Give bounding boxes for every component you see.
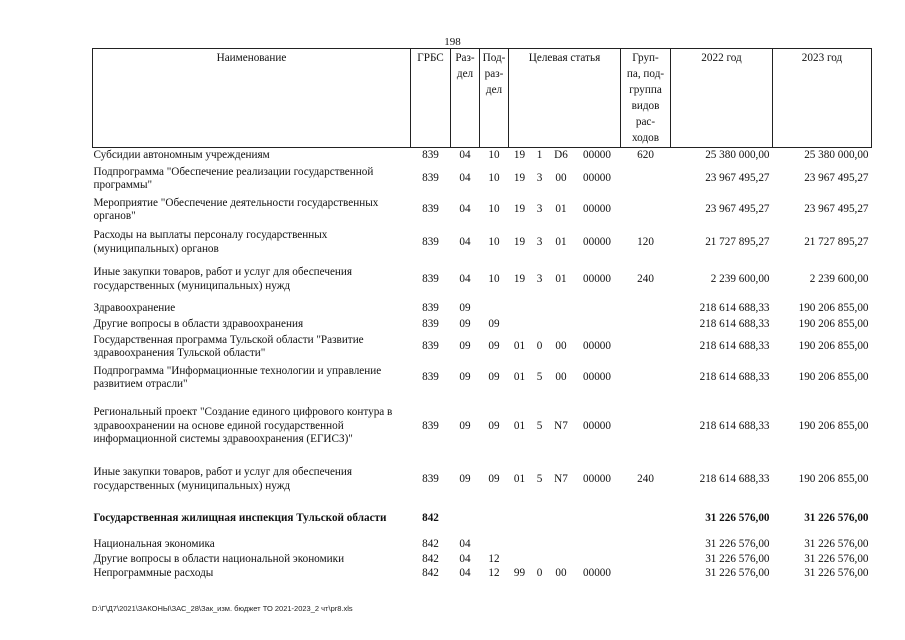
cell-target-program: 19 <box>513 203 526 216</box>
cell-name: Национальная экономика <box>93 538 215 551</box>
cell-2022: 25 380 000,00 <box>705 149 770 162</box>
cell-expense-group <box>621 300 671 318</box>
cell-name: Мероприятие "Обеспечение деятельности государственных органов" <box>93 196 379 222</box>
cell-razdel: 04 <box>459 235 471 248</box>
cell-name: Другие вопросы в области здравоохранения <box>93 317 304 330</box>
table-row <box>93 300 872 318</box>
cell-target-program: 01 <box>513 371 526 384</box>
cell-razdel: 04 <box>459 203 471 216</box>
cell-2023: 190 206 855,00 <box>798 340 869 353</box>
cell-2022: 23 967 495,27 <box>705 172 770 185</box>
cell-razdel: 04 <box>459 272 471 285</box>
cell-2022: 31 226 576,00 <box>705 538 770 551</box>
cell-name: Государственная программа Тульской области "Развитие здравоохранения Тульской области" <box>93 333 364 359</box>
table-row <box>93 148 872 164</box>
table-row <box>93 226 872 260</box>
cell-grbs: 839 <box>422 235 439 248</box>
cell-grbs: 839 <box>422 340 439 353</box>
cell-expense-group <box>621 500 671 538</box>
cell-podrazdel: 09 <box>488 472 500 485</box>
cell-name: Расходы на выплаты персоналу государственных (муниципальных) органов <box>93 229 328 255</box>
cell-target-event <box>549 500 574 538</box>
cell-podrazdel: 10 <box>488 149 500 162</box>
cell-razdel: 04 <box>459 172 471 185</box>
cell-razdel: 09 <box>459 317 471 330</box>
cell-razdel: 04 <box>459 149 471 162</box>
cell-grbs: 839 <box>422 272 439 285</box>
cell-podrazdel: 09 <box>488 371 500 384</box>
cell-name: Субсидии автономным учреждениям <box>93 149 270 162</box>
cell-target-direction: 00000 <box>583 472 611 485</box>
cell-target-program: 19 <box>513 149 526 162</box>
cell-podrazdel: 09 <box>488 317 500 330</box>
cell-target-event <box>549 553 574 567</box>
cell-target-event: 00 <box>555 566 567 579</box>
cell-target-program <box>509 553 531 567</box>
cell-target-event: 01 <box>555 235 567 248</box>
cell-target-event: 00 <box>555 371 567 384</box>
cell-razdel: 04 <box>459 552 471 565</box>
cell-expense-group <box>621 164 671 195</box>
table-row <box>93 460 872 500</box>
cell-2022: 218 614 688,33 <box>699 371 770 384</box>
cell-target-program: 19 <box>513 272 526 285</box>
cell-podrazdel: 10 <box>488 203 500 216</box>
cell-target-event: D6 <box>554 149 568 162</box>
cell-target-direction <box>574 553 621 567</box>
table-row <box>93 538 872 553</box>
cell-target-direction: 00000 <box>583 371 611 384</box>
cell-2023: 31 226 576,00 <box>804 538 869 551</box>
cell-2022: 31 226 576,00 <box>705 566 770 579</box>
cell-expense-group <box>621 195 671 226</box>
cell-2022: 2 239 600,00 <box>710 272 770 285</box>
cell-podrazdel: 12 <box>488 552 500 565</box>
cell-target-program <box>509 538 531 553</box>
cell-2022: 21 727 895,27 <box>705 235 770 248</box>
cell-2023: 190 206 855,00 <box>798 301 869 314</box>
cell-target-program: 01 <box>513 419 526 432</box>
cell-name: Региональный проект "Создание единого цифрового контура в здравоохранении на основе единой государственной информационной системы здравоохранения (ЕГИСЗ)" <box>93 406 393 446</box>
cell-target-subprogram: 0 <box>536 340 543 353</box>
cell-2023: 190 206 855,00 <box>798 419 869 432</box>
cell-name: Иные закупки товаров, работ и услуг для обеспечения государственных (муниципальных) нужд <box>93 466 353 492</box>
cell-2022: 218 614 688,33 <box>699 340 770 353</box>
cell-target-event: 00 <box>555 340 567 353</box>
cell-target-direction: 00000 <box>583 419 611 432</box>
cell-target-program <box>509 500 531 538</box>
file-path-footer: D:\Г\Д7\2021\ЗАКОНЫ\ЗАС_28\Зак_изм. бюджет ТО 2021-2023_2 чт\pr8.xls <box>92 604 353 613</box>
cell-2023: 23 967 495,27 <box>804 172 869 185</box>
cell-target-direction: 00000 <box>583 235 611 248</box>
cell-target-event: 01 <box>555 203 567 216</box>
table-row <box>93 500 872 538</box>
cell-podrazdel: 12 <box>488 566 500 579</box>
cell-grbs: 839 <box>422 172 439 185</box>
cell-name: Непрограммные расходы <box>93 566 214 579</box>
cell-target-program: 99 <box>513 566 526 579</box>
cell-target-event: N7 <box>554 472 568 485</box>
cell-expense-group: 240 <box>637 272 654 285</box>
cell-podrazdel <box>480 500 509 538</box>
header-group: Груп- па, под- группа видов рас- ходов <box>621 49 671 148</box>
table-row <box>93 553 872 567</box>
cell-target-direction: 00000 <box>583 149 611 162</box>
cell-razdel: 09 <box>459 472 471 485</box>
table-row <box>93 195 872 226</box>
budget-table <box>92 48 872 581</box>
cell-target-direction <box>574 300 621 318</box>
cell-name: Подпрограмма "Информационные технологии и управление развитием отрасли" <box>93 364 382 390</box>
cell-target-direction: 00000 <box>583 172 611 185</box>
cell-target-subprogram <box>531 538 549 553</box>
header-razdel: Раз- дел <box>451 49 480 148</box>
cell-name: Подпрограмма "Обеспечение реализации государственной программы" <box>93 165 374 191</box>
cell-expense-group: 620 <box>637 149 654 162</box>
cell-expense-group: 120 <box>637 235 654 248</box>
table-row <box>93 260 872 300</box>
cell-expense-group <box>621 553 671 567</box>
cell-2022: 218 614 688,33 <box>699 419 770 432</box>
cell-name: Другие вопросы в области национальной экономики <box>93 552 345 565</box>
cell-grbs: 839 <box>422 472 439 485</box>
cell-grbs: 839 <box>422 317 439 330</box>
cell-grbs: 842 <box>422 511 439 524</box>
cell-target-direction <box>574 318 621 332</box>
cell-2023: 31 226 576,00 <box>804 511 869 524</box>
page-number: 198 <box>444 36 461 48</box>
cell-target-program: 19 <box>513 235 526 248</box>
cell-expense-group <box>621 394 671 460</box>
cell-2023: 31 226 576,00 <box>804 566 869 579</box>
cell-2023: 2 239 600,00 <box>809 272 869 285</box>
cell-razdel: 09 <box>459 371 471 384</box>
cell-podrazdel: 10 <box>488 272 500 285</box>
cell-target-direction: 00000 <box>583 340 611 353</box>
cell-2022: 23 967 495,27 <box>705 203 770 216</box>
cell-target-program: 01 <box>513 472 526 485</box>
cell-target-subprogram <box>531 553 549 567</box>
cell-2023: 25 380 000,00 <box>804 149 869 162</box>
cell-target-program: 19 <box>513 172 526 185</box>
cell-2023: 21 727 895,27 <box>804 235 869 248</box>
cell-target-event: N7 <box>554 419 568 432</box>
cell-2023: 31 226 576,00 <box>804 552 869 565</box>
cell-grbs: 839 <box>422 419 439 432</box>
cell-target-program <box>509 318 531 332</box>
cell-2023: 190 206 855,00 <box>798 317 869 330</box>
cell-grbs: 839 <box>422 371 439 384</box>
cell-expense-group <box>621 363 671 394</box>
cell-name: Здравоохранение <box>93 301 176 314</box>
cell-razdel: 09 <box>459 301 471 314</box>
cell-2023: 23 967 495,27 <box>804 203 869 216</box>
cell-expense-group: 240 <box>637 472 654 485</box>
cell-grbs: 842 <box>422 566 439 579</box>
cell-podrazdel <box>480 538 509 553</box>
header-grbs: ГРБС <box>411 49 451 148</box>
cell-expense-group <box>621 567 671 581</box>
cell-target-event <box>549 300 574 318</box>
cell-name: Государственная жилищная инспекция Тульской области <box>93 511 387 524</box>
table-header-row <box>93 49 872 148</box>
header-target: Целевая статья <box>509 49 621 148</box>
cell-razdel: 09 <box>459 340 471 353</box>
cell-grbs: 839 <box>422 301 439 314</box>
cell-expense-group <box>621 538 671 553</box>
cell-target-subprogram: 3 <box>536 203 543 216</box>
cell-2023: 190 206 855,00 <box>798 472 869 485</box>
table-row <box>93 394 872 460</box>
table-row <box>93 164 872 195</box>
cell-expense-group <box>621 318 671 332</box>
table-row <box>93 332 872 363</box>
cell-2022: 218 614 688,33 <box>699 472 770 485</box>
cell-target-event <box>549 538 574 553</box>
cell-target-subprogram: 5 <box>536 472 543 485</box>
header-podrazdel: Под- раз- дел <box>480 49 509 148</box>
cell-target-event: 00 <box>555 172 567 185</box>
cell-target-event <box>549 318 574 332</box>
cell-target-subprogram: 1 <box>536 149 543 162</box>
table-row <box>93 318 872 332</box>
cell-2022: 31 226 576,00 <box>705 552 770 565</box>
cell-target-direction <box>574 538 621 553</box>
header-name: Наименование <box>93 49 411 148</box>
cell-grbs: 842 <box>422 552 439 565</box>
cell-target-direction: 00000 <box>583 203 611 216</box>
cell-target-subprogram: 3 <box>536 272 543 285</box>
cell-razdel: 09 <box>459 419 471 432</box>
cell-podrazdel: 10 <box>488 235 500 248</box>
cell-2022: 218 614 688,33 <box>699 317 770 330</box>
cell-target-subprogram: 5 <box>536 419 543 432</box>
cell-2022: 31 226 576,00 <box>705 511 770 524</box>
cell-2023: 190 206 855,00 <box>798 371 869 384</box>
cell-target-program: 01 <box>513 340 526 353</box>
cell-target-subprogram <box>531 500 549 538</box>
cell-target-subprogram <box>531 318 549 332</box>
cell-target-program <box>509 300 531 318</box>
cell-expense-group <box>621 332 671 363</box>
cell-target-direction <box>574 500 621 538</box>
cell-target-direction: 00000 <box>583 272 611 285</box>
cell-target-direction: 00000 <box>583 566 611 579</box>
cell-podrazdel: 09 <box>488 340 500 353</box>
cell-podrazdel <box>480 300 509 318</box>
table-row <box>93 363 872 394</box>
cell-target-event: 01 <box>555 272 567 285</box>
cell-target-subprogram: 5 <box>536 371 543 384</box>
cell-razdel <box>451 500 480 538</box>
cell-podrazdel: 09 <box>488 419 500 432</box>
header-2023: 2023 год <box>773 49 872 148</box>
cell-grbs: 842 <box>422 538 439 551</box>
budget-table-container <box>92 48 871 581</box>
table-body <box>93 148 872 581</box>
header-2022: 2022 год <box>671 49 773 148</box>
cell-2022: 218 614 688,33 <box>699 301 770 314</box>
cell-podrazdel: 10 <box>488 172 500 185</box>
cell-target-subprogram: 0 <box>536 566 543 579</box>
cell-razdel: 04 <box>459 538 471 551</box>
cell-grbs: 839 <box>422 149 439 162</box>
cell-razdel: 04 <box>459 566 471 579</box>
table-row <box>93 567 872 581</box>
cell-target-subprogram <box>531 300 549 318</box>
cell-name: Иные закупки товаров, работ и услуг для обеспечения государственных (муниципальных) нужд <box>93 266 353 292</box>
cell-grbs: 839 <box>422 203 439 216</box>
cell-target-subprogram: 3 <box>536 172 543 185</box>
cell-target-subprogram: 3 <box>536 235 543 248</box>
